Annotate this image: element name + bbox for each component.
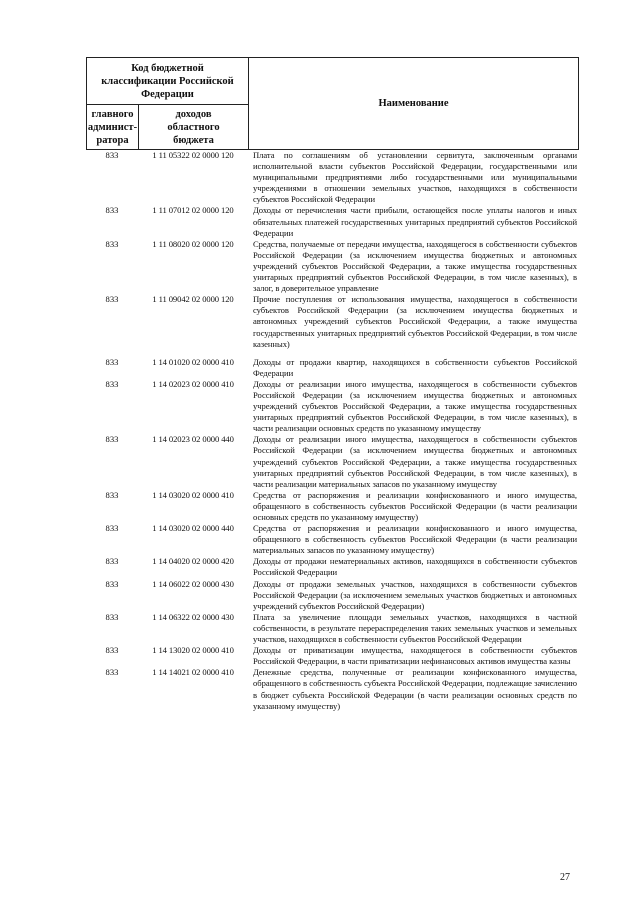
admin-code-cell: 833 [105,238,119,249]
income-code-cell: 1 14 06322 02 0000 430 [152,611,234,622]
income-code-cell: 1 14 03020 02 0000 440 [152,523,234,534]
table-row [86,150,579,205]
table-row [86,239,579,294]
income-name-cell: Доходы от продажи нематериальных активов, находящихся в собственности субъектов Российской Федерации [253,556,577,578]
income-code-cell: 1 11 07012 02 0000 120 [152,205,234,216]
admin-code-cell: 833 [105,578,119,589]
income-name-cell: Средства от распоряжения и реализации конфискованного и иного имущества, обращенного в собственность субъектов Российской Федерации (в части реализации основных средств по указанному имуществу) [253,489,577,522]
name-column-heading: Наименование [249,58,579,150]
income-name-cell: Плата за увеличение площади земельных участков, находящихся в частной собственности, в результате перераспределения таких земельных участков и земельных участков, находящихся в собственности субъектов Российской Федерации [253,611,577,645]
table-body [86,150,579,712]
income-code-cell: 1 14 04020 02 0000 420 [152,556,234,567]
table-row [86,490,579,523]
income-name-cell: Доходы от продажи квартир, находящихся в собственности субъектов Российской Федерации [253,356,577,378]
income-name-cell: Доходы от приватизации имущества, находящегося в собственности субъектов Российской Федерации, в части приватизации нефинансовых активов имущества казны [253,645,577,667]
table-header [86,57,579,150]
income-name-cell: Доходы от реализации иного имущества, находящегося в собственности субъектов Российской Федерации (за исключением имущества бюджетных и автономных учреждений субъектов Российской Федерации, а также имущества государственных унитарных предприятий субъектов Российской Федерации, в том числе казенных), в части реализации материальных запасов по указанному имуществу [253,434,577,489]
admin-code-cell: 833 [105,611,119,622]
table-row [86,205,579,238]
income-code-cell: 1 14 01020 02 0000 410 [152,356,234,367]
page-number: 27 [560,872,570,883]
income-code-cell: 1 14 14021 02 0000 410 [152,667,234,678]
income-code-cell: 1 11 05322 02 0000 120 [152,150,234,160]
admin-code-cell: 833 [105,205,119,216]
table-row [86,434,579,489]
admin-code-cell: 833 [105,378,119,389]
table-row [86,357,579,379]
table-row [86,294,579,349]
table-row [86,579,579,612]
admin-code-cell: 833 [105,150,119,160]
income-code-cell: 1 14 06022 02 0000 430 [152,578,234,589]
income-code-cell: 1 14 13020 02 0000 410 [152,645,234,656]
income-code-cell: 1 14 03020 02 0000 410 [152,489,234,500]
table-row [86,612,579,645]
table-row [86,645,579,667]
admin-code-cell: 833 [105,556,119,567]
table-row [86,523,579,556]
table-row [86,667,579,711]
income-name-cell: Доходы от реализации иного имущества, находящегося в собственности субъектов Российской Федерации (за исключением имущества бюджетных и автономных учреждений субъектов Российской Федерации, а также имущества государственных унитарных предприятий субъектов Российской Федерации, в том числе казенных), в части реализации основных средств по указанному имуществу [253,378,577,434]
income-name-cell: Средства, получаемые от передачи имущества, находящегося в собственности субъектов Российской Федерации (за исключением имущества бюджетных и автономных учреждений субъектов Российской Федерации, а также имущества государственных унитарных предприятий субъектов Российской Федерации, в том числе казенных), в залог, в доверительное управление [253,238,577,294]
income-code-cell: 1 11 09042 02 0000 120 [152,294,234,305]
admin-code-cell: 833 [105,356,119,367]
document-table [86,57,579,712]
table-row [86,556,579,578]
budget-code-group-heading: Код бюджетной классификации Российской Федерации [87,58,249,105]
income-name-cell: Плата по соглашениям об установлении сервитута, заключенным органами исполнительной власти субъектов Российской Федерации, государственными или муниципальными предприятиями либо государственными или муниципальными учреждениями в отношении земельных участков, находящихся в собственности субъектов Российской Федерации [253,150,577,205]
admin-code-cell: 833 [105,667,119,678]
table-row [86,379,579,434]
admin-code-cell: 833 [105,523,119,534]
income-name-cell: Доходы от перечисления части прибыли, остающейся после уплаты налогов и иных обязательных платежей государственных унитарных предприятий субъектов Российской Федерации [253,205,577,238]
admin-code-cell: 833 [105,489,119,500]
income-column-heading: доходов областного бюджета [139,105,249,150]
admin-code-cell: 833 [105,434,119,445]
income-name-cell: Доходы от продажи земельных участков, находящихся в собственности субъектов Российской Федерации (за исключением земельных участков бюджетных и автономных учреждений субъектов Российской Федерации) [253,578,577,611]
income-name-cell: Денежные средства, полученные от реализации конфискованного имущества, обращенного в собственность субъекта Российской Федерации, подлежащие зачислению в бюджет субъекта Российской Федерации (в части реализации основных средств по указанному имуществу) [253,667,577,711]
income-code-cell: 1 14 02023 02 0000 440 [152,434,234,445]
income-code-cell: 1 11 08020 02 0000 120 [152,238,234,249]
income-name-cell: Прочие поступления от использования имущества, находящегося в собственности субъектов Российской Федерации (за исключением имущества бюджетных и автономных учреждений субъектов Российской Федерации, а также имущества государственных унитарных предприятий субъектов Российской Федерации, в том числе казенных) [253,294,577,349]
income-name-cell: Средства от распоряжения и реализации конфискованного и иного имущества, обращенного в собственность субъектов Российской Федерации (в части реализации материальных запасов по указанному имуществу) [253,523,577,556]
admin-code-cell: 833 [105,294,119,305]
income-code-cell: 1 14 02023 02 0000 410 [152,378,234,389]
admin-column-heading: главного админист-ратора [87,105,139,150]
admin-code-cell: 833 [105,645,119,656]
